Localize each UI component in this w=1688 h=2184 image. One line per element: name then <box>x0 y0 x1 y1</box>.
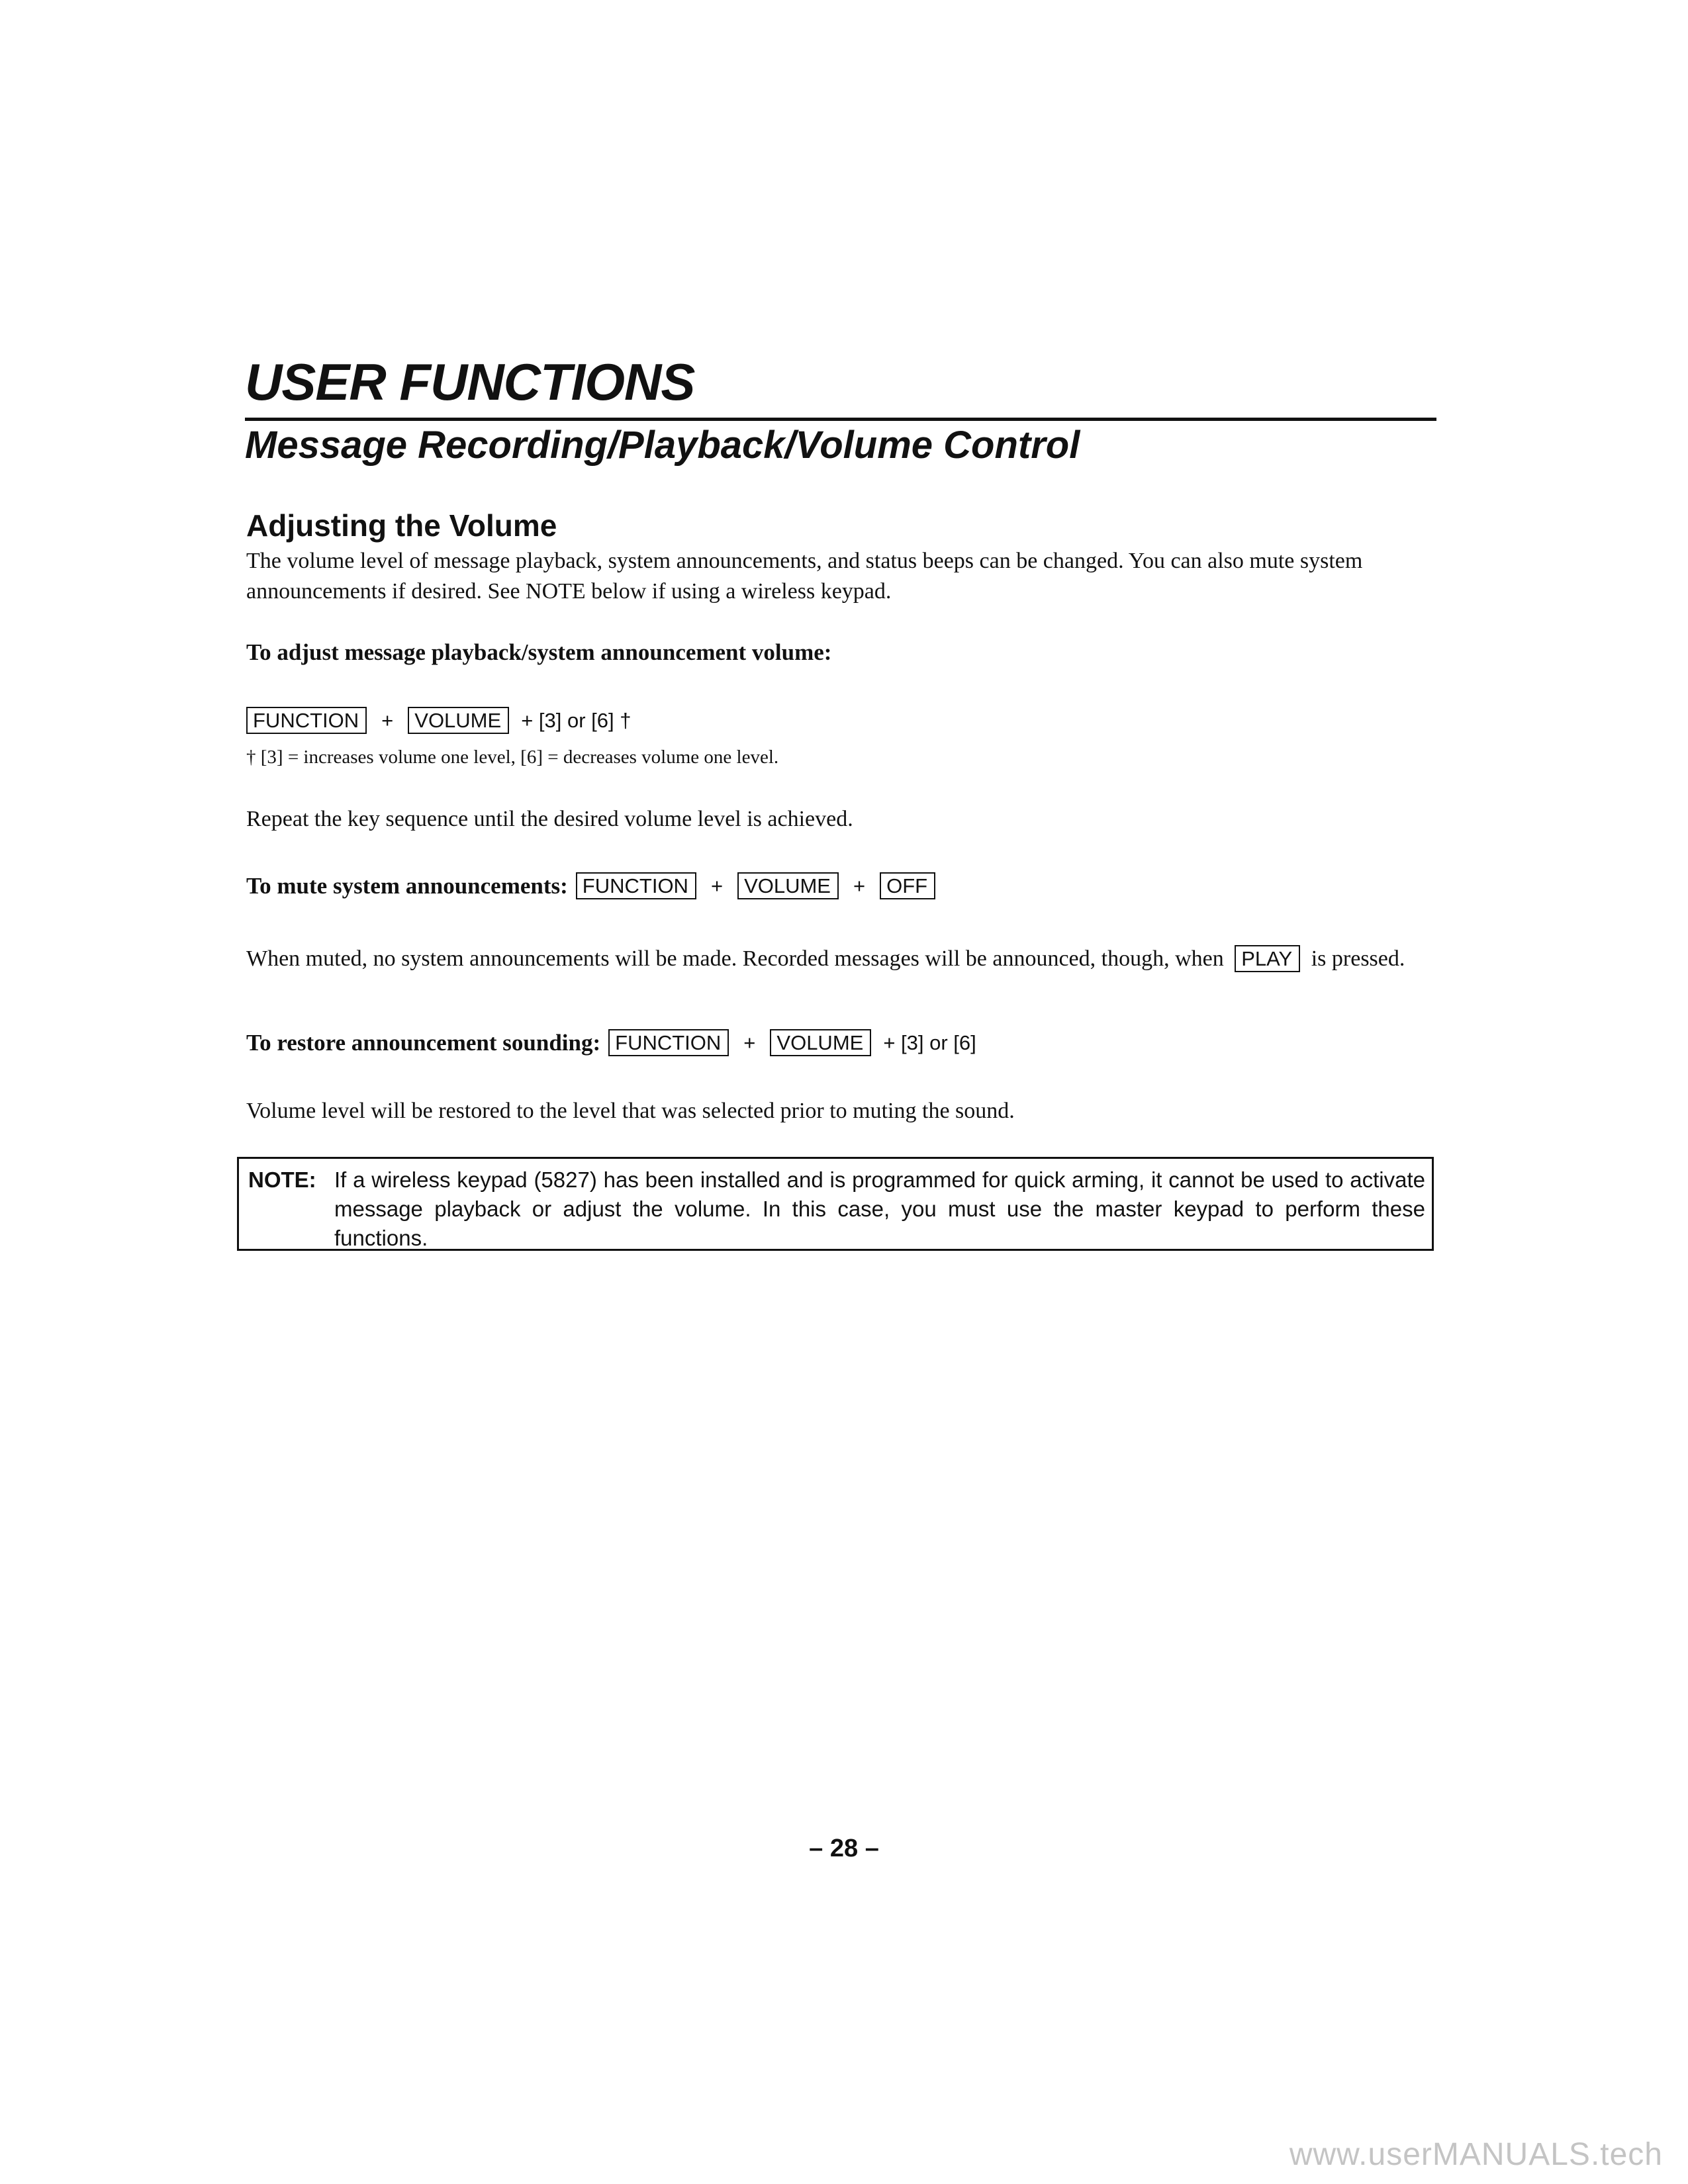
note-label: NOTE: <box>248 1167 316 1192</box>
intro-paragraph: The volume level of message playback, system announcements, and status beeps can be changed. You can also mute system announcements if desired. See NOTE below if using a wireless keypad. <box>246 549 1363 604</box>
dagger-footnote: † [3] = increases volume one level, [6] = decreases volume one level. <box>246 747 779 768</box>
off-key: OFF <box>880 872 935 899</box>
volume-key: VOLUME <box>770 1029 871 1056</box>
mute-row <box>246 872 1451 899</box>
section-heading: Adjusting the Volume <box>246 508 557 543</box>
adjust-volume-heading-text: To adjust message playback/system announcement volume: <box>246 639 832 665</box>
volume-key: VOLUME <box>737 872 839 899</box>
restore-row <box>246 1029 1451 1056</box>
function-key: FUNCTION <box>246 707 367 734</box>
function-key: FUNCTION <box>608 1029 729 1056</box>
restore-label: To restore announcement sounding: <box>246 1029 601 1056</box>
watermark: www.userMANUALS.tech <box>1289 2137 1663 2172</box>
function-key: FUNCTION <box>576 872 696 899</box>
note-text: If a wireless keypad (5827) has been installed and is programmed for quick arming, it cannot be used to activate message playback or adjust the volume. In this case, you must use the master keypad to perform these functions. <box>334 1167 1425 1250</box>
page-number: – 28 – <box>809 1835 879 1862</box>
note-box <box>237 1157 1434 1251</box>
plus-sign: + <box>710 874 724 897</box>
adjust-volume-heading <box>246 639 1451 666</box>
sequence-suffix: + [3] or [6] <box>883 1030 976 1054</box>
page-title: USER FUNCTIONS <box>245 353 695 411</box>
muted-paragraph <box>246 940 1438 978</box>
plus-sign: + <box>743 1030 756 1054</box>
mute-label: To mute system announcements: <box>246 872 568 899</box>
adjust-key-sequence <box>246 707 1451 734</box>
page-subtitle: Message Recording/Playback/Volume Control <box>245 424 1080 467</box>
volume-key: VOLUME <box>408 707 509 734</box>
repeat-instruction: Repeat the key sequence until the desired volume level is achieved. <box>246 807 853 831</box>
play-key: PLAY <box>1235 945 1300 972</box>
sequence-suffix: + [3] or [6] † <box>521 708 632 732</box>
plus-sign: + <box>853 874 866 897</box>
muted-paragraph-end: is pressed. <box>1311 946 1405 971</box>
restored-text: Volume level will be restored to the level that was selected prior to muting the sound. <box>246 1099 1015 1123</box>
plus-sign: + <box>381 708 394 732</box>
title-rule <box>245 418 1436 421</box>
muted-paragraph-text: When muted, no system announcements will be made. Recorded messages will be announced, though, when <box>246 946 1224 971</box>
